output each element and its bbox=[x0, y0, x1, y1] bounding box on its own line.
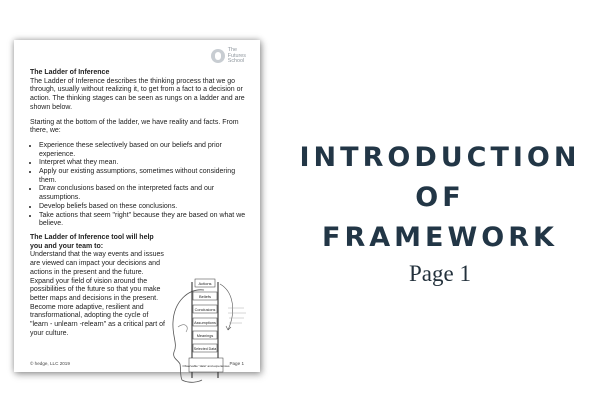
list-item: • Experience these selectively based on our beliefs and prior experience. bbox=[39, 142, 250, 159]
document-title: The Ladder of Inference bbox=[30, 69, 110, 76]
heading-line: OF bbox=[415, 182, 465, 213]
tool-item: Become more adaptive, resilient and transformational, adopting the cycle of "learn - unlearn -relearn" as a critical part of your culture. bbox=[30, 303, 165, 337]
steps-list bbox=[30, 142, 250, 229]
tool-item: Understand that the way events and issues are viewed can impact your decisions and actions in the present and the future. bbox=[30, 251, 164, 276]
ladder-illustration bbox=[168, 272, 250, 388]
logo-text-line: School bbox=[227, 58, 245, 65]
list-item: • Draw conclusions based on the interpreted facts and our assumptions. bbox=[39, 185, 250, 202]
document-preview bbox=[14, 40, 260, 372]
heading-block bbox=[290, 138, 590, 287]
starting-paragraph: Starting at the bottom of the ladder, we have reality and facts. From there, we: bbox=[30, 118, 239, 135]
ladder-rung-label: Actions bbox=[198, 281, 212, 286]
list-item: • Take actions that seem "right" because they are based on what we believe. bbox=[39, 212, 250, 229]
footer-copyright: © hedge, LLC 2019 bbox=[30, 361, 70, 366]
list-item: • Apply our existing assumptions, sometimes without considering them. bbox=[39, 168, 250, 185]
page-label: Page 1 bbox=[409, 261, 471, 286]
ladder-rung-label: Observable "data" and experiences bbox=[182, 364, 230, 368]
document-footer bbox=[30, 361, 244, 366]
heading-line: FRAMEWORK bbox=[322, 222, 558, 253]
tool-title: The Ladder of Inference tool will help you and your team to: bbox=[30, 234, 154, 250]
ladder-rung-label: Assumptions bbox=[194, 321, 216, 325]
tool-section bbox=[30, 234, 166, 338]
ladder-rung-label: Conclusions bbox=[194, 308, 216, 312]
footer-page-number: Page 1 bbox=[229, 361, 244, 366]
futures-school-logo bbox=[211, 48, 246, 65]
heading-line: INTRODUCTION bbox=[299, 142, 581, 173]
ladder-rung-label: Selected Data bbox=[193, 347, 217, 351]
ladder-rung-label: Beliefs bbox=[198, 294, 212, 299]
ladder-rung-label: Meanings bbox=[196, 334, 214, 338]
logo-text-line: Futures bbox=[227, 52, 246, 59]
intro-paragraph: The Ladder of Inference describes the thinking process that we go through, usually without realizing it, to get from a fact to a decision or action. The thinking stages can be seen as rungs on a ladder and are shown below. bbox=[30, 77, 245, 111]
tool-item: Expand your field of vision around the possibilities of the future so that you make better maps and decisions in the present. bbox=[30, 277, 161, 302]
logo-icon bbox=[211, 49, 225, 63]
list-item: • Develop beliefs based on these conclusions. bbox=[39, 203, 250, 212]
list-item: • Interpret what they mean. bbox=[39, 159, 250, 168]
logo-text-line: The bbox=[227, 47, 238, 53]
document-body bbox=[30, 69, 250, 235]
